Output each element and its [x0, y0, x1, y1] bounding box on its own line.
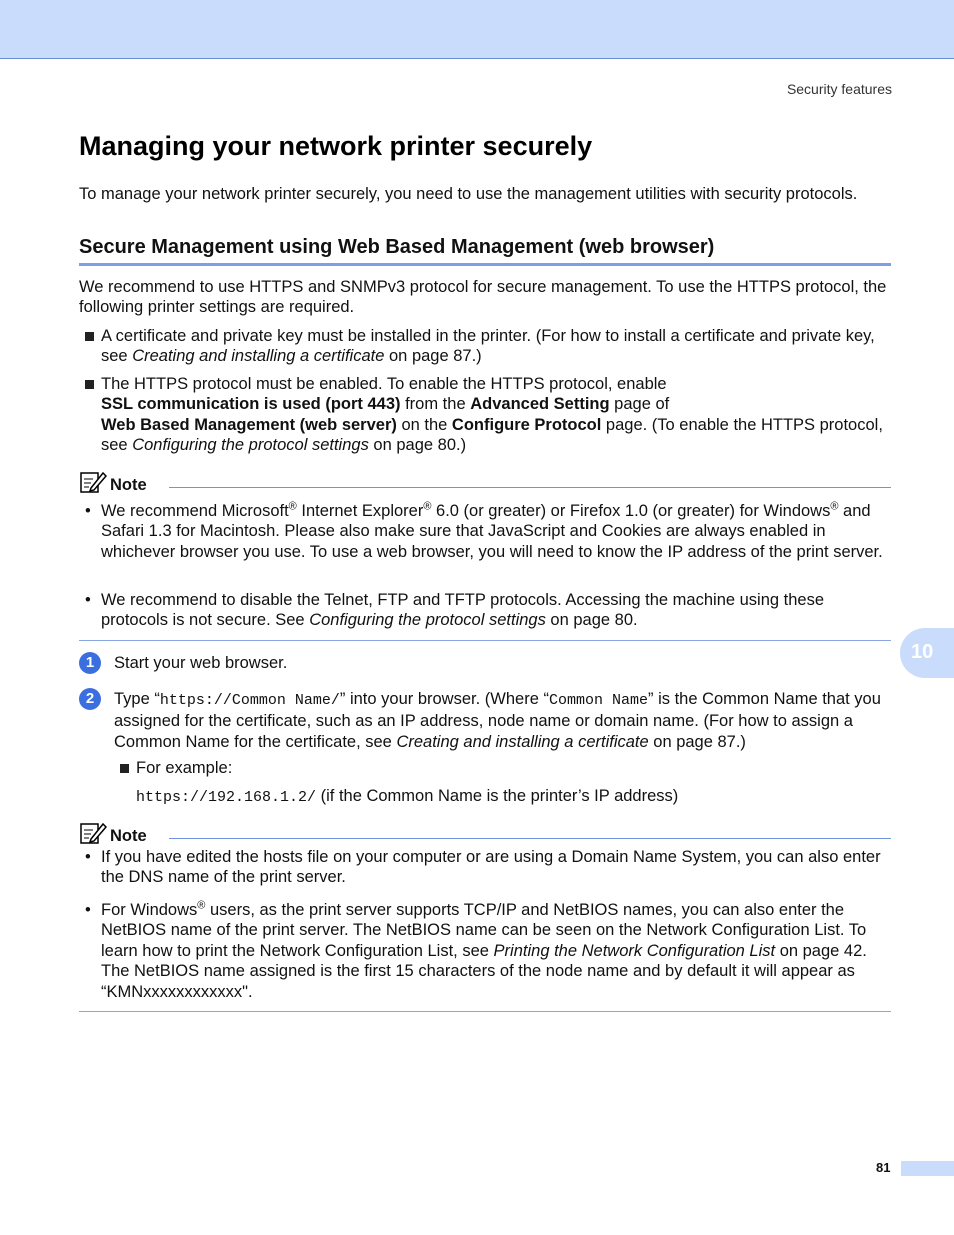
cross-reference: Configuring the protocol settings [132, 436, 369, 455]
bullet-certificate: A certificate and private key must be installed in the printer. (For how to install a certificate and private key, see Creating and installing a certificate on page 87.) [85, 326, 891, 367]
cross-reference: Configuring the protocol settings [309, 611, 546, 630]
code-text: https://Common Name/ [159, 692, 340, 709]
bullet-https: The HTTPS protocol must be enabled. To enable the HTTPS protocol, enable SSL communication is used (port 443) from the Advanced Setting page of Web Based Management (web server) on the Configure Protocol page. (To enable the HTTPS protocol, see Configuring the protocol settings on page 80.) [85, 374, 891, 456]
note-pencil-icon [79, 821, 107, 845]
page-title: Managing your network printer securely [79, 131, 593, 161]
step-2: 2 Type “https://Common Name/” into your browser. (Where “Common Name” is the Common Name that you assigned for the certificate, such as an IP address, node name or domain name. (For how to assign a Common Name for the certificate, see Creating and installing a certificate on page 87.) [79, 688, 891, 752]
recommendation-paragraph: We recommend to use HTTPS and SNMPv3 protocol for secure management. To use the HTTPS protocol, the following printer settings are required. [79, 278, 887, 317]
note-header [79, 821, 891, 845]
setting-name: Advanced Setting [470, 395, 610, 414]
setting-name: Configure Protocol [451, 415, 602, 434]
square-bullet-icon [85, 332, 94, 341]
example-bullet: For example: [120, 758, 880, 778]
section-heading: Secure Management using Web Based Management (web browser) [79, 236, 891, 266]
square-bullet-icon [120, 764, 129, 773]
note-rule [169, 838, 891, 839]
running-header: Security features [786, 81, 892, 97]
setting-name: Web Based Management (web server) [101, 415, 397, 434]
cross-reference: Creating and installing a certificate [132, 347, 385, 366]
note-header [79, 470, 891, 494]
example-line: https://192.168.1.2/ (if the Common Name is the printer’s IP address) [136, 787, 679, 806]
note-label: Note [110, 476, 147, 494]
chapter-tab: 10 [900, 628, 954, 678]
code-text: https://192.168.1.2/ [136, 789, 317, 806]
note2-item-dns: • If you have edited the hosts file on your computer or are using a Domain Name System, you can also enter the DNS name of the print server. [85, 848, 881, 887]
step-number-badge: 1 [79, 652, 101, 674]
step-1: 1 Start your web browser. [79, 652, 891, 673]
note2-item-netbios: • For Windows® users, as the print server supports TCP/IP and NetBIOS names, you can also enter the NetBIOS name of the print server. The NetBIOS name can be seen on the Network Configuration List. To learn how to print the Network Configuration List, see Printing the Network Configuration List on page 42. The NetBIOS name assigned is the first 15 characters of the node name and by default it will appear as “KMNxxxxxxxxxxxx". [85, 899, 867, 1001]
note-rule [169, 487, 891, 488]
note-label: Note [110, 827, 147, 845]
header-band [0, 0, 954, 59]
note1-item-browsers: • We recommend Microsoft® Internet Explorer® 6.0 (or greater) or Firefox 1.0 (or greater) for Windows® and Safari 1.3 for Macintosh. Please also make sure that JavaScript and Cookies are always enabled in whichever browser you use. To use a web browser, you will need to know the IP address of the print server. [85, 500, 883, 561]
intro-paragraph: To manage your network printer securely, you need to use the management utilities with security protocols. [79, 185, 858, 203]
note-pencil-icon [79, 470, 107, 494]
note1-item-protocols: • We recommend to disable the Telnet, FTP and TFTP protocols. Accessing the machine using these protocols is not secure. See Configuring the protocol settings on page 80. [85, 591, 825, 630]
square-bullet-icon [85, 380, 94, 389]
cross-reference: Printing the Network Configuration List [493, 941, 776, 960]
page-number-bar [901, 1161, 954, 1176]
code-text: Common Name [548, 692, 648, 709]
step-number-badge: 2 [79, 688, 101, 710]
note-end-rule [79, 640, 891, 641]
note-end-rule [79, 1011, 891, 1012]
page-number: 81 [876, 1160, 891, 1175]
setting-name: SSL communication is used (port 443) [101, 395, 401, 414]
cross-reference: Creating and installing a certificate [396, 732, 649, 751]
